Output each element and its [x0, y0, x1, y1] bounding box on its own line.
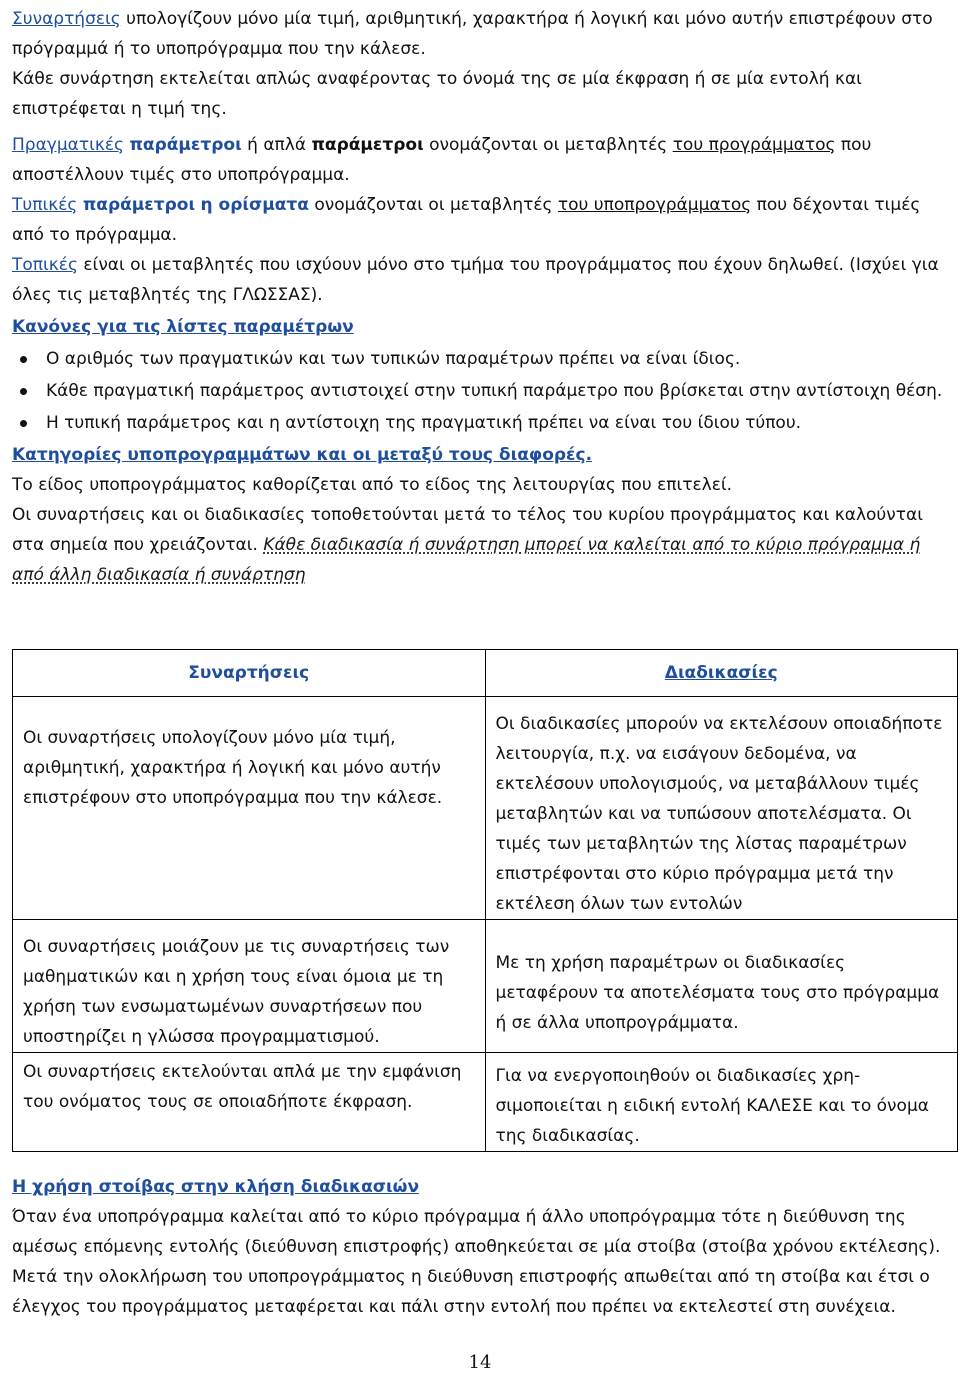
table-cell: Οι διαδικασίες μπορούν να εκτελέσουν οποιαδήποτε λειτουργία, π.χ. να εισάγουν δεδομένα, να εκτελέσουν υπολογισμούς, να μεταβάλλουν τιμές μεταβλητών και να τυπώσουν αποτελέσματα. Οι τιμές των μεταβλητών της λίστας παραμέτρων επιστρέφονται στο κύριο πρόγραμμα μετά την εκτέλεση όλων των εντολών [485, 697, 958, 920]
table-cell: Για να ενεργοποιηθούν οι διαδικασίες χρη-σιμοποιείται η ειδική εντολή ΚΑΛΕΣΕ και το όνομα της διαδικασίας. [485, 1053, 958, 1152]
comparison-table [12, 649, 958, 1152]
formal-params-term: παράμετροι [82, 195, 196, 215]
table-cell: Οι συναρτήσεις μοιάζουν με τις συναρτήσεις των μαθηματικών και η χρήση τους είναι όμοια με τη χρήση των ενσωματωμένων συναρτήσεων που υποστηρίζει η γλώσσα προγραμματισμού. [13, 920, 486, 1053]
table-row [13, 1053, 958, 1152]
list-item-text: Ο αριθμός των πραγματικών και των τυπικών παραμέτρων πρέπει να είναι ίδιος. [46, 349, 741, 369]
categories-emphasis: Κάθε διαδικασία ή συνάρτηση μπορεί να καλείται από το κύριο πρόγραμμα ή από άλλη διαδικασία ή συνάρτηση [12, 535, 921, 585]
formal-term: Τυπικές [12, 195, 78, 215]
rules-heading: Κανόνες για τις λίστες παραμέτρων [12, 317, 354, 337]
local-rest-text: είναι οι μεταβλητές που ισχύουν μόνο στο τμήμα του προγράμματος που έχουν δηλωθεί. (Ισχύει για όλες τις μεταβλητές της ΓΛΩΣΣΑΣ). [12, 255, 939, 305]
actual-mid-text-2: ονομάζονται οι μεταβλητές [423, 135, 673, 155]
local-term: Τοπικές [12, 255, 78, 275]
document-page [12, 4, 956, 1317]
list-item [12, 376, 956, 406]
program-term: του προγράμματος [672, 135, 836, 155]
page-number: 14 [468, 1352, 492, 1373]
functions-term: Συναρτήσεις [12, 9, 121, 29]
actual-parameters-definition [12, 130, 956, 190]
procedures-header-text: Διαδικασίες [664, 663, 778, 683]
bullet-icon [20, 388, 27, 395]
bullet-icon [20, 420, 27, 427]
functions-definition-text: υπολογίζουν μόνο μία τιμή, αριθμητική, χαρακτήρα ή λογική και μόνο αυτήν επιστρέφουν στο πρόγραμμά ή το υποπρόγραμμα που την κάλεσε. [12, 9, 933, 59]
subprogram-term: του υποπρογράμματος [557, 195, 752, 215]
rules-list [12, 344, 956, 438]
table-header-row [13, 650, 958, 697]
stack-text: Όταν ένα υποπρόγραμμα καλείται από το κύριο πρόγραμμα ή άλλο υποπρόγραμμα τότε η διεύθυνση της αμέσως επόμενης εντολής (διεύθυνση επιστροφής) αποθηκεύεται σε μία στοίβα (στοίβα χρόνου εκτέλεσης). Μετά την ολοκλήρωση του υποπρογράμματος η διεύθυνση επιστροφής απωθείται από τη στοίβα και έτσι ο έλεγχος του προγράμματος μεταφέρεται και πάλι στην εντολή που πρέπει να εκτελεστεί στη συνέχεια. [12, 1207, 941, 1317]
table-row [13, 697, 958, 920]
list-item-text: Η τυπική παράμετρος και η αντίστοιχη της πραγματική πρέπει να είναι του ίδιου τύπου. [46, 413, 802, 433]
functions-definition [12, 4, 956, 64]
stack-heading: Η χρήση στοίβας στην κλήση διαδικασιών [12, 1177, 420, 1197]
bullet-icon [20, 356, 27, 363]
list-item-text: Κάθε πραγματική παράμετρος αντιστοιχεί στην τυπική παράμετρο που βρίσκεται στην αντίστοιχη θέση. [46, 381, 943, 401]
table-cell: Οι συναρτήσεις υπολογίζουν μόνο μία τιμή, αριθμητική, χαρακτήρα ή λογική και μόνο αυτήν επιστρέφουν στο υποπρόγραμμα που την κάλεσε. [13, 697, 486, 920]
list-item [12, 408, 956, 438]
formal-mid-text: ονομάζονται οι μεταβλητές [308, 195, 558, 215]
formal-parameters-definition [12, 190, 956, 250]
params-term: παράμετροι [311, 135, 424, 155]
actual-mid-text: ή απλά [241, 135, 312, 155]
categories-line-1: Το είδος υποπρογράμματος καθορίζεται από το είδος της λειτουργίας που επιτελεί. [12, 475, 733, 495]
formal-rest-text: που δέχονται τιμές από το πρόγραμμα. [12, 195, 921, 245]
categories-line-2-text: Οι συναρτήσεις και οι διαδικασίες τοποθετούνται μετά το τέλος του κυρίου προγράμματος και καλούνται στα σημεία που χρειάζονται. [12, 505, 923, 555]
categories-line-2 [12, 500, 956, 590]
actual-rest-text: που αποστέλλουν τιμές στο υποπρόγραμμα. [12, 135, 872, 185]
stack-section [12, 1172, 958, 1322]
local-variables-definition [12, 250, 956, 310]
arguments-term: η ορίσματα [200, 195, 309, 215]
functions-column-header: Συναρτήσεις [13, 650, 486, 697]
function-call-sentence: Κάθε συνάρτηση εκτελείται απλώς αναφέροντας το όνομά της σε μία έκφραση ή σε μία εντολή και επιστρέφεται η τιμή της. [12, 69, 862, 119]
table-row [13, 920, 958, 1053]
categories-heading: Κατηγορίες υποπρογραμμάτων και οι μεταξύ τους διαφορές. [12, 445, 593, 465]
list-item [12, 344, 956, 374]
actual-term: Πραγματικές [12, 135, 125, 155]
table-cell: Οι συναρτήσεις εκτελούνται απλά με την εμφάνιση του ονόματος τους σε οποιαδήποτε έκφραση. [13, 1053, 486, 1152]
actual-params-term: παράμετροι [129, 135, 242, 155]
table-cell: Με τη χρήση παραμέτρων οι διαδικασίες μεταφέρουν τα αποτελέσματα τους στο πρόγραμμα ή σε άλλα υποπρογράμματα. [485, 920, 958, 1053]
procedures-column-header [485, 650, 958, 697]
